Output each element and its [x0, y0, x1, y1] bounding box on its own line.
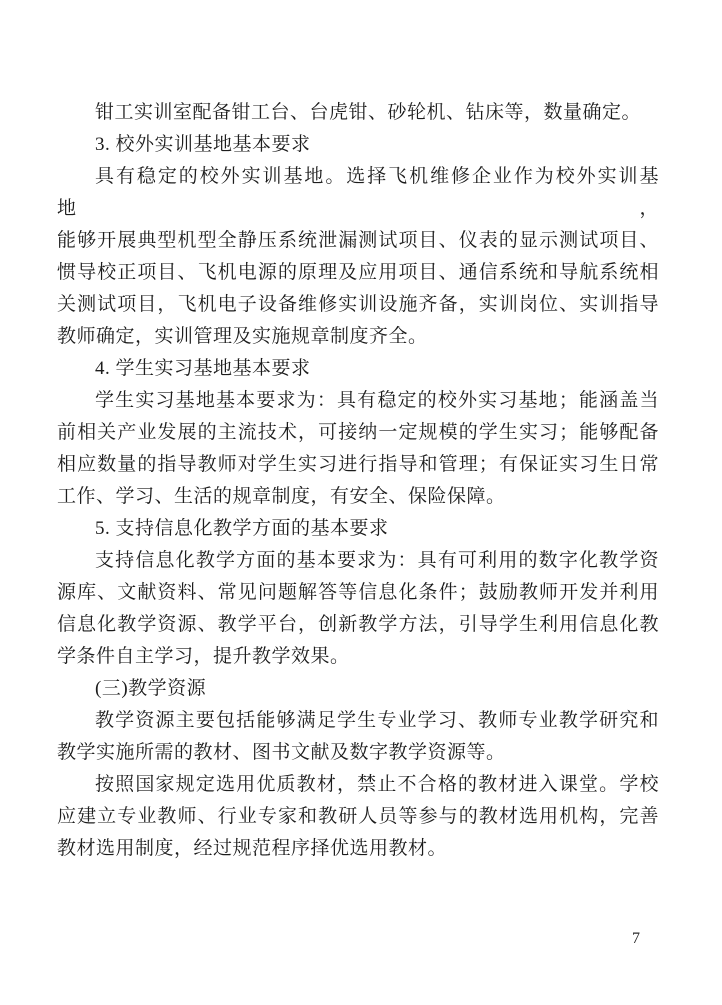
heading-line: 3. 校外实训基地基本要求	[95, 134, 311, 155]
text-line: 教师确定，实训管理及实施规章制度齐全。	[57, 326, 428, 347]
text-line: 前相关产业发展的主流技术，可接纳一定规模的学生实习；能够配备	[57, 422, 659, 443]
text-line: 钳工实训室配备钳工台、台虎钳、砂轮机、钻床等，数量确定。	[95, 102, 642, 123]
text-line: 具有稳定的校外实训基地。选择飞机维修企业作为校外实训基地，	[57, 166, 659, 219]
text-line: 能够开展典型机型全静压系统泄漏测试项目、仪表的显示测试项目、	[57, 230, 659, 251]
text-line: 教学资源主要包括能够满足学生专业学习、教师专业教学研究和	[95, 710, 659, 731]
text-line: 支持信息化教学方面的基本要求为：具有可利用的数字化教学资	[95, 550, 659, 571]
text-line: 学生实习基地基本要求为：具有稳定的校外实习基地；能涵盖当	[95, 390, 659, 411]
text-line: 应建立专业教师、行业专家和教研人员等参与的教材选用机构，完善	[57, 806, 659, 827]
page-number: 7	[632, 930, 640, 947]
text-line: 按照国家规定选用优质教材，禁止不合格的教材进入课堂。学校	[95, 774, 659, 795]
document-lines	[57, 97, 659, 865]
text-line: 源库、文献资料、常见问题解答等信息化条件；鼓励教师开发并利用	[57, 582, 659, 603]
text-line: 信息化教学资源、教学平台，创新教学方法，引导学生利用信息化教	[57, 614, 659, 635]
heading-line: (三)教学资源	[95, 678, 207, 699]
text-line: 学条件自主学习，提升教学效果。	[57, 646, 350, 667]
text-line: 惯导校正项目、飞机电源的原理及应用项目、通信系统和导航系统相	[57, 262, 659, 283]
text-line: 相应数量的指导教师对学生实习进行指导和管理；有保证实习生日常	[57, 454, 659, 475]
text-line: 教材选用制度，经过规范程序择优选用教材。	[57, 838, 448, 859]
text-line: 教学实施所需的教材、图书文献及数字教学资源等。	[57, 742, 506, 763]
text-line: 工作、学习、生活的规章制度，有安全、保险保障。	[57, 486, 506, 507]
heading-line: 5. 支持信息化教学方面的基本要求	[95, 518, 389, 539]
text-line: 关测试项目，飞机电子设备维修实训设施齐备，实训岗位、实训指导	[57, 294, 659, 315]
heading-line: 4. 学生实习基地基本要求	[95, 358, 311, 379]
